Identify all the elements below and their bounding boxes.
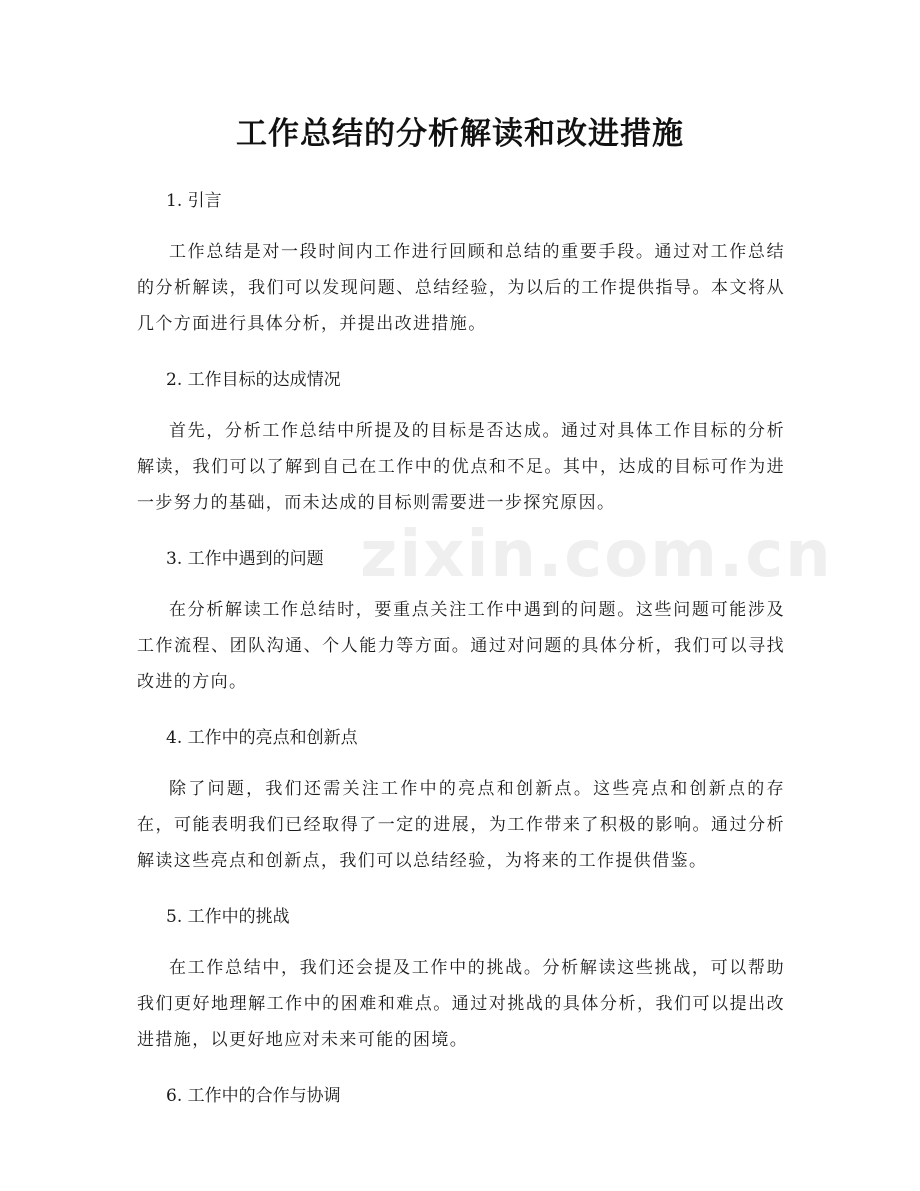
section-heading: 3. 工作中遇到的问题 xyxy=(166,549,324,569)
section-paragraph: 在分析解读工作总结时，要重点关注工作中遇到的问题。这些问题可能涉及工作流程、团队沟通、个人能力等方面。通过对问题的具体分析，我们可以寻找改进的方向。 xyxy=(137,600,785,692)
section-heading: 5. 工作中的挑战 xyxy=(166,907,290,927)
section-highlights xyxy=(137,720,785,879)
section-heading: 4. 工作中的亮点和创新点 xyxy=(166,728,358,748)
section-goal-achievement xyxy=(137,362,785,521)
section-paragraph: 首先，分析工作总结中所提及的目标是否达成。通过对具体工作目标的分析解读，我们可以了解到自己在工作中的优点和不足。其中，达成的目标可作为进一步努力的基础，而未达成的目标则需要进一步探究原因。 xyxy=(137,421,785,513)
section-introduction xyxy=(137,183,785,342)
page-title: 工作总结的分析解读和改进措施 xyxy=(236,116,684,152)
section-paragraph: 工作总结是对一段时间内工作进行回顾和总结的重要手段。通过对工作总结的分析解读，我们可以发现问题、总结经验，为以后的工作提供指导。本文将从几个方面进行具体分析，并提出改进措施。 xyxy=(137,242,785,334)
section-paragraph: 在工作总结中，我们还会提及工作中的挑战。分析解读这些挑战，可以帮助我们更好地理解工作中的困难和难点。通过对挑战的具体分析，我们可以提出改进措施，以更好地应对未来可能的困境。 xyxy=(137,958,785,1050)
section-challenges xyxy=(137,899,785,1058)
section-heading: 2. 工作目标的达成情况 xyxy=(166,370,341,390)
section-heading: 6. 工作中的合作与协调 xyxy=(166,1086,341,1106)
section-cooperation xyxy=(137,1078,785,1114)
section-heading: 1. 引言 xyxy=(166,191,222,211)
section-problems xyxy=(137,541,785,700)
watermark: zixin.com.cn xyxy=(360,518,833,592)
section-paragraph: 除了问题，我们还需关注工作中的亮点和创新点。这些亮点和创新点的存在，可能表明我们已经取得了一定的进展，为工作带来了积极的影响。通过分析解读这些亮点和创新点，我们可以总结经验，为将来的工作提供借鉴。 xyxy=(137,779,785,871)
document-body xyxy=(137,183,785,1129)
